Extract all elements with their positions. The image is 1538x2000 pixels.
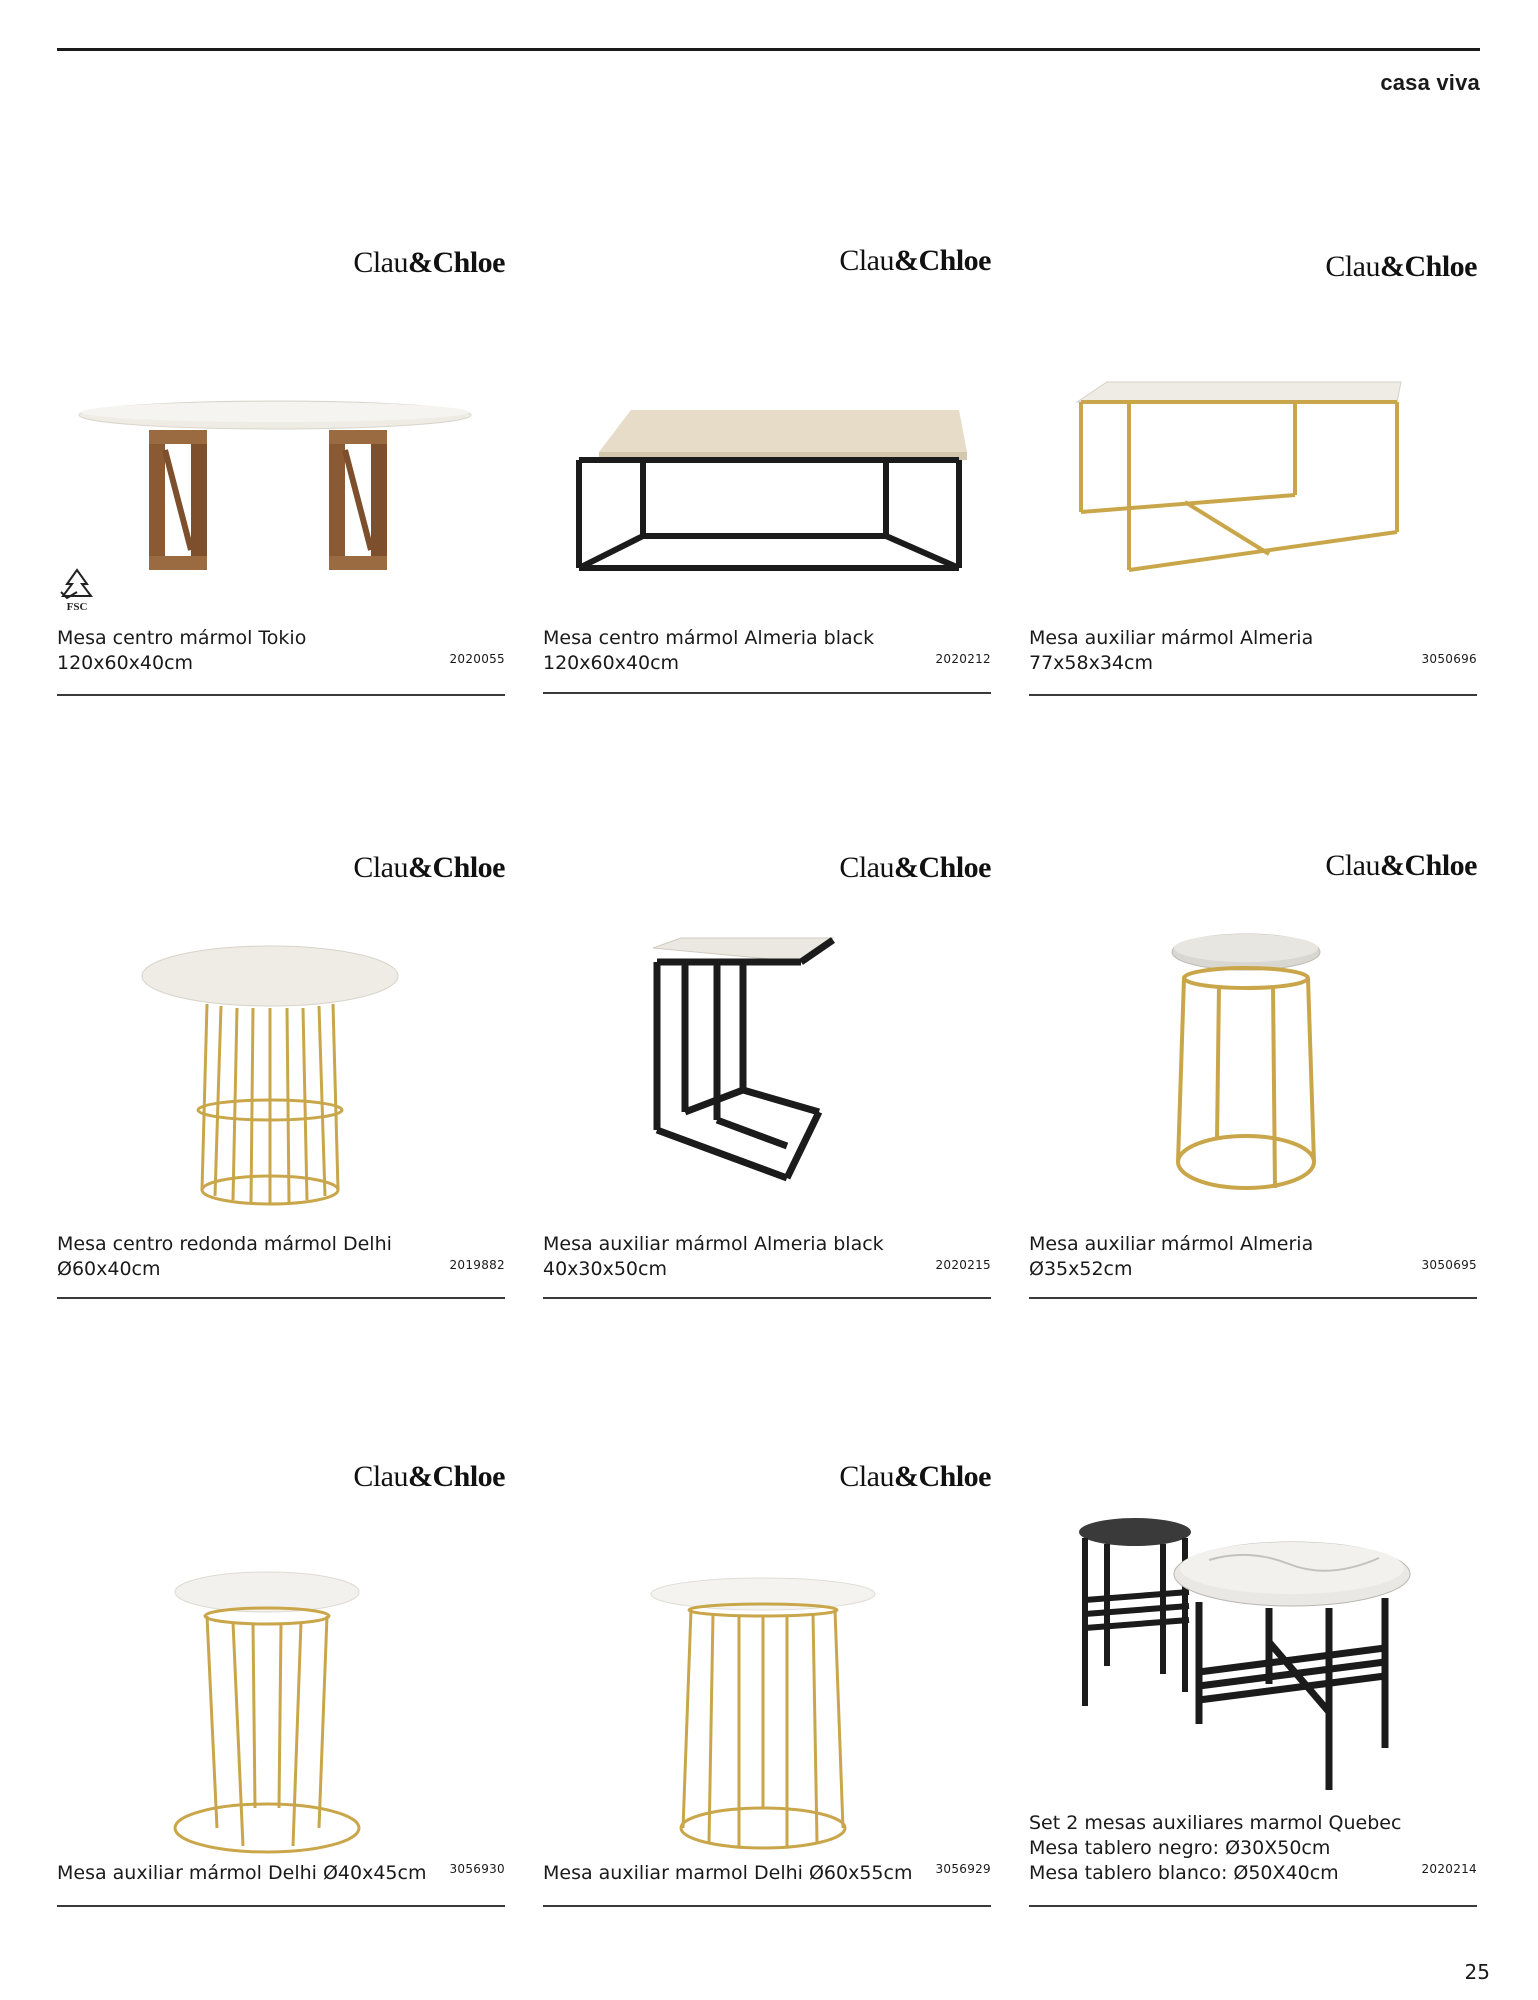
product-code: 2020214 — [1421, 1862, 1477, 1876]
product-code: 2019882 — [449, 1258, 505, 1272]
brand-logo: Clau&Chloe — [839, 851, 991, 884]
product-image-almeria-gold — [1029, 300, 1477, 620]
caption-rule — [543, 692, 991, 694]
caption-rule — [1029, 1297, 1477, 1299]
product-caption — [57, 626, 505, 676]
product-dimensions: Ø60x40cm — [57, 1258, 161, 1280]
product-image-delhi-small — [57, 1512, 505, 1872]
fsc-badge — [57, 568, 97, 614]
caption-rule — [57, 1297, 505, 1299]
product-code: 3050695 — [1421, 1258, 1477, 1272]
product-image-delhi-large — [543, 1512, 991, 1872]
product-caption — [1029, 1232, 1477, 1282]
product-image-almeria-round-gold — [1029, 900, 1477, 1230]
product-caption — [1029, 1811, 1477, 1886]
svg-text:FSC: FSC — [66, 601, 88, 613]
product-dimensions: Mesa tablero negro: Ø30X50cm — [1029, 1837, 1331, 1859]
brand-header: casa viva — [1380, 70, 1480, 95]
product-image-almeria-black-side — [543, 900, 991, 1230]
caption-rule — [543, 1905, 991, 1907]
product-code: 2020055 — [449, 652, 505, 666]
product-name: Mesa auxiliar mármol Almeria black — [543, 1233, 884, 1255]
product-dimensions: 120x60x40cm — [57, 652, 194, 674]
product-dimensions: Ø35x52cm — [1029, 1258, 1133, 1280]
product-caption — [57, 1861, 505, 1886]
product-name: Mesa auxiliar mármol Almeria — [1029, 627, 1314, 649]
brand-logo: Clau&Chloe — [1325, 250, 1477, 283]
product-dimensions: 120x60x40cm — [543, 652, 680, 674]
top-rule — [57, 48, 1480, 51]
caption-rule — [57, 694, 505, 696]
product-name: Mesa auxiliar marmol Delhi Ø60x55cm — [543, 1862, 913, 1884]
product-caption — [543, 1232, 991, 1282]
caption-rule — [57, 1905, 505, 1907]
product-dimensions: 40x30x50cm — [543, 1258, 667, 1280]
product-image-almeria-black — [543, 300, 991, 620]
product-name: Mesa centro mármol Almeria black — [543, 627, 875, 649]
caption-rule — [543, 1297, 991, 1299]
page-number: 25 — [1464, 1960, 1490, 1984]
product-dimensions: Mesa tablero blanco: Ø50X40cm — [1029, 1862, 1339, 1884]
product-code: 2020215 — [935, 1258, 991, 1272]
product-name: Mesa centro mármol Tokio — [57, 627, 307, 649]
product-name: Mesa centro redonda mármol Delhi — [57, 1233, 392, 1255]
product-caption — [543, 626, 991, 676]
product-code: 3050696 — [1421, 652, 1477, 666]
product-name: Mesa auxiliar mármol Almeria — [1029, 1233, 1314, 1255]
product-caption — [57, 1232, 505, 1282]
brand-logo: Clau&Chloe — [353, 246, 505, 279]
brand-logo: Clau&Chloe — [353, 851, 505, 884]
product-name: Mesa auxiliar mármol Delhi Ø40x45cm — [57, 1862, 427, 1884]
caption-rule — [1029, 694, 1477, 696]
product-code: 3056930 — [449, 1862, 505, 1876]
brand-logo: Clau&Chloe — [353, 1460, 505, 1493]
product-caption — [1029, 626, 1477, 676]
tree-icon — [57, 568, 97, 614]
product-code: 3056929 — [935, 1862, 991, 1876]
product-dimensions: 77x58x34cm — [1029, 652, 1153, 674]
brand-logo: Clau&Chloe — [839, 1460, 991, 1493]
product-image-tokio — [57, 300, 505, 620]
product-code: 2020212 — [935, 652, 991, 666]
caption-rule — [1029, 1905, 1477, 1907]
product-name: Set 2 mesas auxiliares marmol Quebec — [1029, 1812, 1402, 1834]
product-caption — [543, 1861, 991, 1886]
brand-logo: Clau&Chloe — [839, 244, 991, 277]
product-image-quebec-set — [1029, 1452, 1477, 1812]
brand-logo: Clau&Chloe — [1325, 849, 1477, 882]
product-image-delhi-round — [57, 900, 505, 1230]
